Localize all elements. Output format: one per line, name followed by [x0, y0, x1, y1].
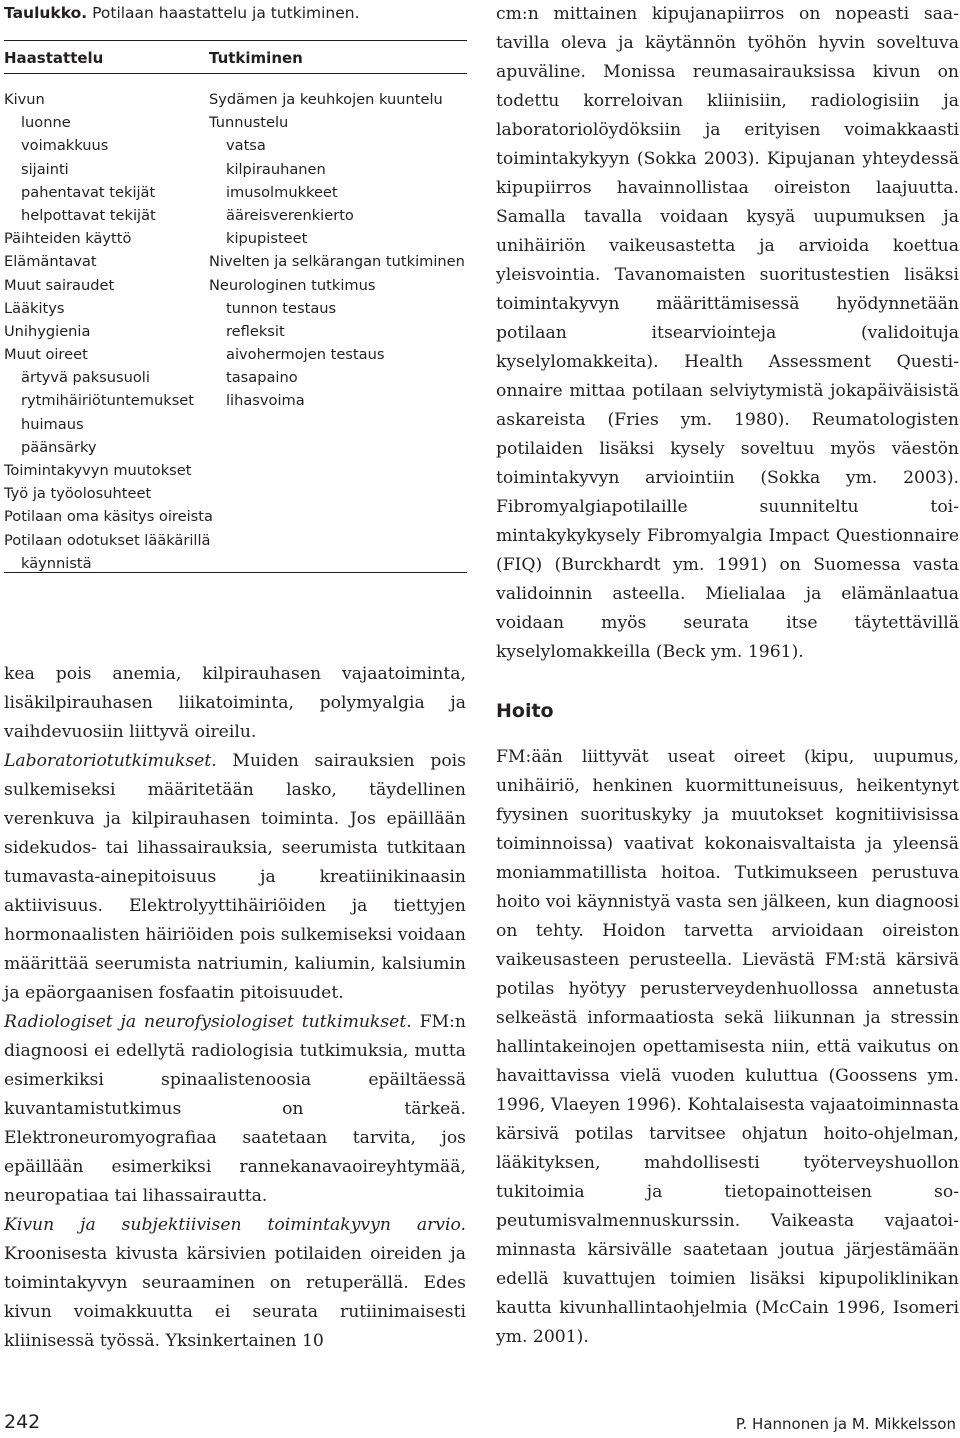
- exam-row: ääreisverenkierto: [226, 206, 354, 224]
- exam-row: tunnon testaus: [226, 299, 337, 317]
- paragraph: kea pois anemia, kilpirauhasen vajaatoiminta, lisäkilpirauhasen liikatoiminta, polymyalgia ja vaihdevuosiin liittyvä oireilu.: [4, 664, 466, 742]
- interview-row: Lääkitys: [4, 299, 65, 317]
- table-caption-text: Potilaan haastattelu ja tutkiminen.: [87, 4, 360, 22]
- paragraph-text: Muiden sairauksien pois sulkemiseksi määritetään lasko, täydellinen verenkuva ja kilpirauhasen toiminta. Jos epäillään sidekudos- tai lihassairauksia, seerumista tutkitaan tumavasta-ainepitoisuus ja kreatiinikinaasin aktiivisuus. Elektrolyyttihäiriöiden ja tiettyjen hormonaalisten häiriöiden pois sulkemiseksi voidaan määrittää seerumista natriumin, kaliumin, kalsiumin ja epäorgaanisen fosfaatin pitoisuudet.: [4, 751, 466, 1003]
- exam-row: aivohermojen testaus: [226, 346, 385, 364]
- table-caption-label: Taulukko.: [4, 4, 88, 22]
- table-bottom-rule: [4, 572, 467, 573]
- interview-row: käynnistä: [21, 554, 92, 572]
- exam-row: lihasvoima: [226, 392, 305, 410]
- paragraph-laboratory: [4, 747, 466, 1008]
- exam-row: Nivelten ja selkärangan tutkiminen: [209, 253, 465, 271]
- exam-row: Neurologinen tutkimus: [209, 276, 376, 294]
- paragraph-pain: [4, 1211, 466, 1356]
- paragraph: cm:n mittainen kipujanapiirros on nopeasti saatavilla oleva ja käytännön työhön hyvin soveltuva apuväline. Monissa reumasairauksissa kivun on todettu korreloivan kliinisiin, radiologisiin ja laboratoriolöydöksiin ja erityisen voimakkaasti toimintakykyyn (Sokka 2003). Kipujanan yhteydessä kipupiirros havainnollistaa oireiston laajuutta. Samalla tavalla voidaan kysyä uupumuksen ja unihäiriön vaikeusastetta ja arvioida koettua yleisvointia. Tavanomaisten suoritustestien lisäksi toimintakyvyn määrittämisessä hyödynnetään potilaan itsearviointeja (validoituja kyselylomakkeita). Health Assessment Questionnaire mittaa potilaan selviytymistä jokapäiväisistä askareista (Fries ym. 1980). Reumatologisten potilaiden lisäksi kysely soveltuu myös väestön toimintakyvyn arviointiin (Sokka ym. 2003). Fibromyalgiapotilaille suunniteltu toimintakykykysely Fibromyalgia Impact Questionnaire (FIQ) (Burckhardt ym. 1991) on Suomessa vasta validoinnin asteella. Mielialaa ja elämänlaatua voidaan myös seurata itse täytettävillä kyselylomakkeilla (Beck ym. 1961).: [496, 4, 959, 662]
- page-number: 242: [4, 1411, 41, 1433]
- exam-row: Sydämen ja keuhkojen kuuntelu: [209, 91, 443, 108]
- interview-column: [4, 88, 213, 575]
- table-header-interview: Haastattelu: [4, 49, 104, 67]
- interview-row: Työ ja työolosuhteet: [4, 485, 152, 503]
- interview-row: sijainti: [21, 160, 69, 178]
- interview-row: huimaus: [21, 415, 84, 433]
- section-title-hoito: Hoito: [496, 700, 554, 722]
- interview-row: helpottavat tekijät: [21, 206, 156, 224]
- interview-row: päänsärky: [21, 438, 97, 456]
- interview-row: Potilaan oma käsitys oireista: [4, 508, 213, 526]
- table-header-rule: [4, 73, 467, 74]
- interview-row: Kivun: [4, 91, 45, 108]
- interview-row: pahentavat tekijät: [21, 183, 156, 201]
- right-text-column-top: [496, 0, 959, 667]
- interview-row: Päihteiden käyttö: [4, 230, 132, 248]
- footer-authors: P. Hannonen ja M. Mikkelsson: [735, 1415, 956, 1433]
- exam-row: kipupisteet: [226, 230, 308, 248]
- interview-row: Muut sairaudet: [4, 276, 115, 294]
- paragraph: FM:ään liittyvät useat oireet (kipu, uupumus, unihäiriö, henkinen kuormittuneisuus, heikentynyt fyysinen suorituskyky ja muutokset kognitiivisissa toiminnoissa) vaativat kokonaisvaltaista ja yleensä moniammatillista hoitoa. Tutkimukseen perustuva hoito voi käynnistyä vasta sen jälkeen, kun diagnoosi on tehty. Hoidon tarvetta arvioidaan oireiston vaikeusasteen perusteella. Lievästä FM:stä kärsivä potilas hyötyy perusterveydenhuollossa annetusta selkeästä informaatiosta sekä liikunnan ja stressin hallintakeinojen opettamisesta niin, että vaikutus on havaittavissa vielä vuoden kuluttua (Goossens ym. 1996, Vlaeyen 1996). Kohtalaisesta vajaatoiminnasta kärsivä potilas tarvitsee ohjatun hoito-ohjelman, lääkityksen, mahdollisesti työterveyshuollon tukitoimia ja tietopainotteisen sopeutumisvalmennuskurssin. Vaikeasta vajaatoiminnasta kärsivälle saatetaan joutua järjestämään edellä kuvattujen toimien lisäksi kipupoliklinikan kautta kivunhallintaohjelmia (McCain 1996, Isomeri ym. 2001).: [496, 747, 959, 1347]
- table-caption: [4, 2, 470, 24]
- paragraph-text: Kroonisesta kivusta kärsivien potilaiden oireiden ja toimintakyvyn seuraaminen on retuperällä. Edes kivun voimakkuutta ei seurata rutiinimaisesti kliinisessä työssä. Yksinkertainen 10: [4, 1244, 466, 1351]
- table-header-exam: Tutkiminen: [209, 49, 303, 67]
- run-in-heading: Laboratoriotutkimukset.: [4, 751, 217, 771]
- exam-column: [209, 88, 465, 413]
- exam-row: tasapaino: [226, 369, 298, 387]
- right-text-column-bottom: [496, 743, 959, 1352]
- interview-row: voimakkuus: [21, 137, 109, 155]
- interview-row: Unihygienia: [4, 322, 91, 340]
- paragraph-text: FM:n diagnoosi ei edellytä radiologisia tutkimuksia, mutta esimerkiksi spinaalistenoosia epäiltäessä kuvantamistutkimus on tärkeä. Elektroneuromyografiaa saatetaan tarvita, jos epäillään esimerkiksi rannekanavaoireyhtymää, neuropatiaa tai lihassairautta.: [4, 1012, 466, 1206]
- paragraph-radiology: [4, 1008, 466, 1211]
- interview-row: Toimintakyvyn muutokset: [4, 462, 192, 479]
- interview-row: Elämäntavat: [4, 253, 97, 271]
- run-in-heading: Radiologiset ja neurofysiologiset tutkimukset.: [4, 1012, 412, 1032]
- interview-row: rytmihäiriötuntemukset: [21, 392, 195, 410]
- left-text-column: [4, 660, 466, 1356]
- exam-row: refleksit: [226, 322, 285, 340]
- interview-row: ärtyvä paksusuoli: [21, 369, 150, 387]
- exam-row: imusolmukkeet: [226, 183, 338, 201]
- table-top-rule: [4, 40, 467, 41]
- run-in-heading: Kivun ja subjektiivisen toimintakyvyn arvio.: [4, 1215, 466, 1235]
- exam-row: kilpirauhanen: [226, 160, 326, 178]
- interview-row: luonne: [21, 114, 71, 132]
- interview-row: Potilaan odotukset lääkärillä: [4, 531, 211, 549]
- exam-row: vatsa: [226, 137, 266, 155]
- exam-row: Tunnustelu: [209, 114, 289, 132]
- interview-row: Muut oireet: [4, 346, 88, 364]
